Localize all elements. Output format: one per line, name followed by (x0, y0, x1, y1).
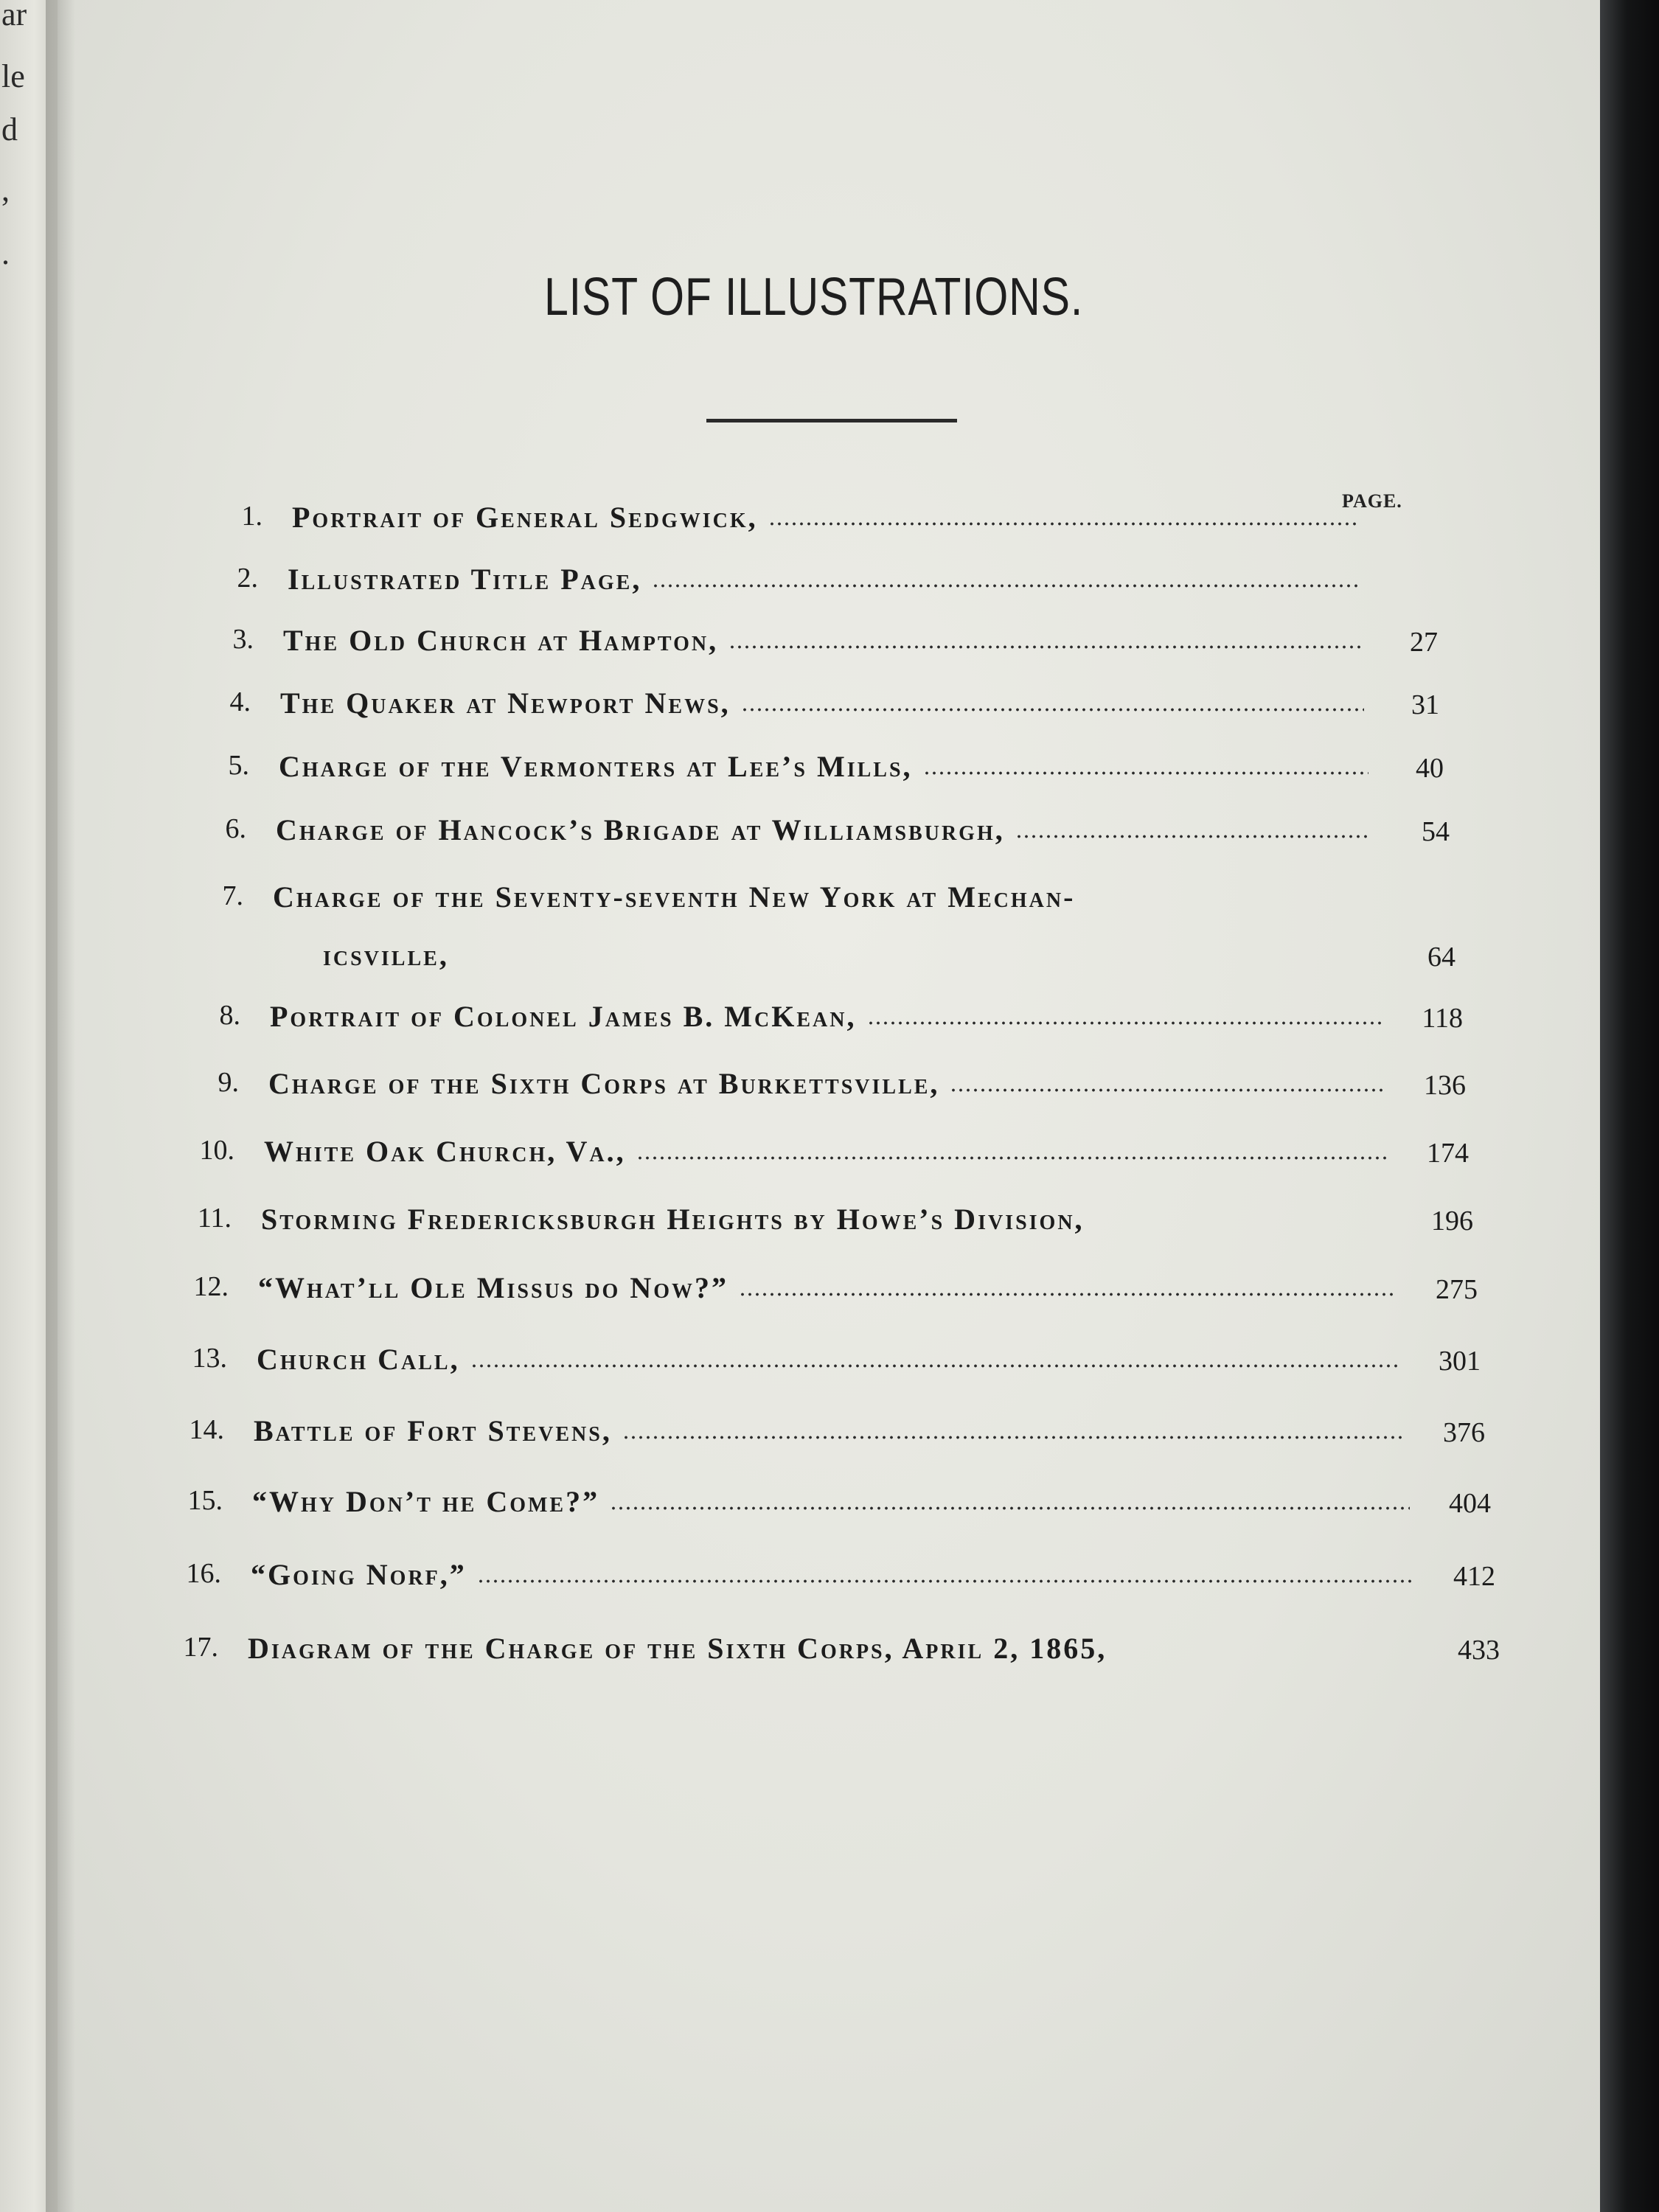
item-title: Diagram of the Charge of the Sixth Corps, April 2, 1865, (248, 1632, 1107, 1665)
page-number: 412 (1453, 1561, 1495, 1592)
item-number: 6. (225, 813, 246, 844)
dot-leader (768, 522, 1357, 526)
dot-leader (1015, 835, 1370, 838)
item-title: White Oak Church, Va., (264, 1135, 626, 1168)
item-title: “Why Don’t he Come?” (252, 1485, 600, 1518)
book-edge (1600, 0, 1659, 2212)
page-number: 27 (1410, 627, 1438, 658)
list-item (58, 500, 1600, 544)
left-page-fragment: d (1, 111, 18, 147)
list-item (58, 562, 1600, 606)
dot-leader (652, 584, 1358, 588)
list-item (58, 1557, 1600, 1601)
item-number: 11. (197, 1203, 232, 1234)
item-title: Charge of the Sixth Corps at Burkettsville, (268, 1067, 940, 1100)
item-number: 9. (218, 1067, 239, 1098)
left-page-fragment: . (1, 235, 10, 271)
gutter-shadow (46, 0, 75, 2212)
page-number: 40 (1416, 753, 1444, 784)
dot-leader (867, 1021, 1382, 1025)
list-item (58, 749, 1600, 793)
item-title: Charge of the Seventy-seventh New York at Mechan- (273, 880, 1076, 914)
page-title: LIST OF ILLUSTRATIONS. (544, 268, 1084, 327)
left-page-fragment: le (1, 58, 25, 94)
list-item (58, 1413, 1600, 1458)
item-title: The Quaker at Newport News, (280, 686, 731, 720)
item-number: 17. (183, 1632, 218, 1663)
item-number: 4. (229, 686, 251, 717)
page-number: 275 (1436, 1274, 1478, 1305)
list-item (58, 999, 1600, 1043)
book-page (58, 0, 1600, 2212)
item-title: “What’ll Ole Missus do Now?” (258, 1271, 728, 1304)
item-number: 12. (193, 1271, 229, 1302)
item-title: Charge of the Vermonters at Lee’s Mills, (279, 750, 913, 783)
dot-leader (636, 1156, 1388, 1160)
item-number: 13. (192, 1343, 227, 1374)
item-title: Storming Fredericksburgh Heights by Howe’s Division, (261, 1203, 1085, 1236)
item-number: 10. (199, 1135, 234, 1166)
item-number: 3. (232, 624, 254, 655)
item-number: 16. (186, 1558, 221, 1589)
list-item (58, 1484, 1600, 1528)
dot-leader (477, 1579, 1414, 1583)
page-number: 31 (1411, 689, 1439, 720)
item-title: Portrait of Colonel James B. McKean, (270, 1000, 857, 1033)
list-item (58, 813, 1600, 857)
item-number: 2. (237, 563, 258, 594)
page-number: 404 (1449, 1488, 1491, 1519)
page-number: 301 (1439, 1346, 1481, 1377)
item-title: Illustrated Title Page, (288, 563, 642, 596)
page-number: 54 (1422, 816, 1450, 847)
item-number: 5. (228, 750, 249, 781)
page-number: 136 (1424, 1070, 1466, 1101)
dot-leader (741, 708, 1364, 712)
list-item (58, 623, 1600, 667)
dot-leader (622, 1436, 1404, 1439)
dot-leader (923, 771, 1368, 775)
item-title: Church Call, (257, 1343, 460, 1376)
list-item (58, 1202, 1600, 1246)
left-page-fragment: ar (1, 0, 27, 32)
page-number: 433 (1458, 1635, 1500, 1666)
dot-leader (728, 645, 1363, 649)
item-number: 14. (189, 1414, 224, 1445)
list-item (58, 1134, 1600, 1178)
title-rule (706, 419, 957, 422)
dot-leader (470, 1364, 1399, 1368)
list-item (58, 1631, 1600, 1675)
item-title: “Going Norf,” (251, 1558, 467, 1591)
page-number: 376 (1443, 1417, 1485, 1448)
item-number: 1. (241, 501, 262, 532)
item-title-continuation: icsville, (323, 939, 449, 972)
item-number: 8. (219, 1000, 240, 1031)
item-number: 7. (222, 880, 243, 911)
dot-leader (739, 1293, 1397, 1296)
list-item (58, 1342, 1600, 1386)
page-number: 64 (1427, 942, 1455, 973)
item-title: Portrait of General Sedgwick, (292, 501, 758, 534)
item-title: The Old Church at Hampton, (283, 624, 719, 657)
item-title: Charge of Hancock’s Brigade at Williamsburgh, (276, 813, 1005, 846)
item-title: Battle of Fort Stevens, (254, 1414, 612, 1447)
page-number: 118 (1422, 1003, 1463, 1034)
page-number: 196 (1431, 1206, 1473, 1237)
page-number: 174 (1427, 1138, 1469, 1169)
left-page-fragment: , (1, 172, 10, 208)
list-item (58, 1066, 1600, 1110)
list-item (58, 686, 1600, 730)
dot-leader (950, 1088, 1385, 1092)
dot-leader (610, 1506, 1410, 1510)
list-item (58, 1270, 1600, 1315)
item-number: 15. (187, 1485, 223, 1516)
page-column-header: PAGE. (1342, 490, 1402, 512)
